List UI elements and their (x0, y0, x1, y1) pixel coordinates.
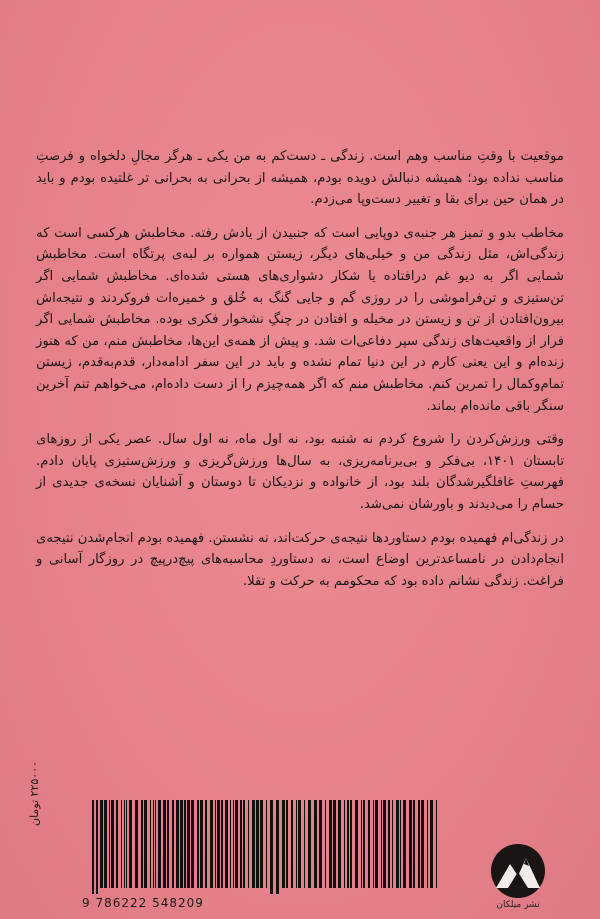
barcode-bar (129, 800, 132, 888)
barcode-bar (135, 800, 138, 888)
barcode-bar (260, 800, 263, 888)
publisher-name: نشر میلکان (496, 900, 540, 910)
blurb-text (36, 146, 564, 604)
barcode-bar (286, 800, 288, 888)
barcode-bar (304, 800, 305, 888)
barcode-bar (373, 800, 374, 888)
barcode-bar (248, 800, 249, 888)
barcode-bar (217, 800, 220, 888)
barcode-bar (197, 800, 199, 888)
barcode-bar (361, 800, 362, 888)
barcode-bar (308, 800, 311, 888)
barcode-bar (126, 800, 127, 888)
barcode-bar (184, 800, 186, 888)
barcode-bar (409, 800, 412, 888)
paragraph-3: وقتی ورزش‌کردن را شروع کردم نه شنبه بود، نه اول ماه، نه اول سال. عصر یکی از روزهای تابستان ۱۴۰۱، بی‌فکر و بی‌برنامه‌ریزی، به سال‌ها ورزش‌گریزی و ورزش‌ستیزی پایان دادم. فهرستِ غافلگیرشدگان بلند بود، از خانواده و نزدیکان تا دوستان و آشنایان نسخه‌ی جدیدی از حسام را می‌دیدند و باورشان نمی‌شد. (36, 432, 564, 512)
barcode-bar (233, 800, 234, 888)
barcode-bar (191, 800, 194, 888)
barcode-bar (158, 800, 161, 888)
barcode-bar (144, 800, 147, 888)
barcode-bar (344, 800, 345, 888)
barcode-bar (172, 800, 174, 888)
barcode-bar (116, 800, 118, 888)
barcode-bar (421, 800, 424, 888)
barcode-bar (205, 800, 207, 888)
barcode-bar (381, 800, 382, 888)
barcode-bar (96, 800, 98, 894)
barcode-bar (375, 800, 378, 888)
barcode-bar (368, 800, 370, 888)
barcode-bar (252, 800, 255, 888)
barcode-bar (347, 800, 349, 888)
barcode-bars (22, 800, 442, 894)
barcode-bar (235, 800, 238, 888)
barcode-bar (104, 800, 107, 888)
barcode-bar (176, 800, 179, 888)
barcode-bar (338, 800, 341, 888)
barcode-bar (210, 800, 213, 888)
barcode-bar (256, 800, 259, 888)
barcode-bar (396, 800, 399, 888)
barcode-bar (240, 800, 242, 888)
barcode-bar (276, 800, 279, 894)
barcode-bar (180, 800, 183, 888)
barcode-bar (418, 800, 420, 888)
barcode-bar (400, 800, 401, 888)
barcode-bar (355, 800, 358, 888)
barcode-bar (266, 800, 267, 888)
barcode-bar (298, 800, 301, 888)
barcode-bar (230, 800, 231, 888)
barcode-bar (329, 800, 332, 888)
barcode-bar (111, 800, 114, 888)
barcode-bar (383, 800, 386, 888)
barcode-bar (150, 800, 151, 888)
barcode-bar (243, 800, 245, 888)
paragraph-4: در زندگی‌ام فهمیده بودم دستاوردها نتیجه‌ی حرکت‌اند، نه نشستن. فهمیده بودم انجام‌شدن نتیجه‌ی انجام‌دادن در نامساعدترین اوضاع است، نه دستاوردِ محاسبه‌های پیچ‌درپیچ در روزگار آسانی و فراغت. زندگی نشانم داده بود که محکومم به حرکت و تقلا. (36, 530, 564, 589)
barcode-bar (291, 800, 293, 888)
barcode-bar (319, 800, 322, 888)
barcode-bar (388, 800, 390, 888)
barcode-bar (427, 800, 428, 888)
isbn-barcode (22, 800, 482, 910)
barcode-bar (215, 800, 216, 888)
barcode-bar (100, 800, 103, 888)
paragraph-1: موقعیت با وقتِ مناسب وهم است. زندگی ـ دست‌کم به من یکی ـ هرگز مجالِ دلخواه و فرصتِ مناسب نداده بود؛ همیشه دنبالش دویده بودم، همیشه از بحرانی به بحرانی تر غلتیده بودم و باید در همان حین برای بقا و تغییر دست‌وپا می‌زدم. (36, 149, 564, 208)
barcode-bar (296, 800, 297, 888)
paragraph-2: مخاطب بدو و تمیز هر جنبه‌ی دوپایی است که جنبیدن از یادش رفته. مخاطبش هرکسی است که زندگی‌اش، مثل زندگی من و خیلی‌های دیگر، زیستن همواره بر لبه‌ی پرتگاه است. مخاطبش شمایی اگر به دیو غم درافتاده یا شکار دشواری‌های هستی شده‌ای. مخاطبش شمایی اگر تن‌ستیزی و تن‌فراموشی را در روزی گم و جایی گنگ به خُلق و خمیره‌ات فروکردند و نتیجه‌اش بیرون‌افتادن از تن و زیستن در مخیله و افتادن در چنگِ نشخوار فکری بوده. مخاطبش شمایی اگر فرار از واقعیت‌های زندگی سپر دفاعی‌ات شد. و پیش از همه‌ی این‌ها، مخاطبش منم، من که هنوز زنده‌ام و این یعنی کارم در این دنیا تمام نشده و باید در این سفر ادامه‌دار، قدم‌به‌قدم، زیستن تمام‌وکمال را تمرین کنم. مخاطبش منم که اگر همه‌چیزم را از دست داده‌ام، می‌خواهم تنم آخرین سنگر باقی مانده‌ام بماند. (36, 225, 564, 414)
barcode-bar (282, 800, 285, 888)
barcode-bar (350, 800, 352, 888)
barcode-bar (155, 800, 156, 888)
barcode-bar (153, 800, 154, 888)
barcode-bar (92, 800, 94, 894)
mountains-logo-icon (486, 842, 550, 900)
barcode-bar (314, 800, 317, 888)
barcode-bar (363, 800, 365, 888)
barcode-bar (221, 800, 223, 888)
barcode-bar (325, 800, 326, 888)
barcode-bar (121, 800, 122, 888)
barcode-bar (403, 800, 406, 888)
barcode-bar (141, 800, 143, 888)
barcode-bar (225, 800, 228, 888)
barcode-bar (200, 800, 203, 888)
barcode-bar (333, 800, 336, 888)
barcode-bar (124, 800, 125, 888)
barcode-bar (392, 800, 393, 888)
barcode-bar (187, 800, 190, 888)
barcode-bar (163, 800, 166, 888)
barcode-bar (413, 800, 415, 888)
barcode-bar (430, 800, 433, 888)
barcode-bar (167, 800, 169, 888)
price-label: ۲۲۵۰۰۰ تومان (28, 760, 41, 826)
barcode-bar (109, 800, 110, 888)
barcode-bar (436, 800, 437, 888)
barcode-number: 9 786222 548209 (82, 896, 204, 910)
publisher-logo (486, 842, 550, 914)
barcode-bar (270, 800, 273, 894)
